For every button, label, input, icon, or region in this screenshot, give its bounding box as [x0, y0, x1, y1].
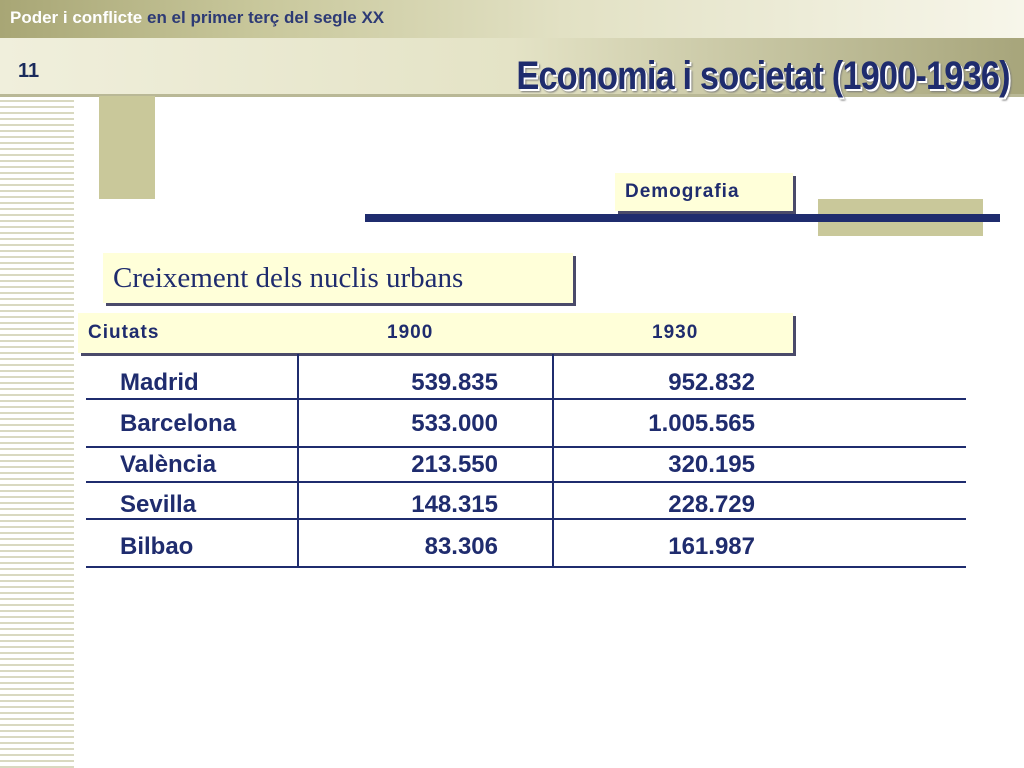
slide-title: Economia i societat (1900-1936) [516, 54, 1010, 98]
banner-title [10, 8, 384, 28]
section-title: Creixement dels nuclis urbans [103, 253, 573, 303]
row-divider [86, 398, 966, 400]
table-header [78, 313, 793, 353]
banner-title-prefix: Poder i conflicte [10, 8, 143, 27]
population-1930: 320.195 [668, 451, 755, 478]
population-1930: 1.005.565 [648, 410, 755, 437]
city-name: Bilbao [120, 533, 194, 560]
left-stripe-panel [0, 96, 74, 768]
city-name: Barcelona [120, 410, 237, 437]
row-divider [86, 446, 966, 448]
row-divider [86, 518, 966, 520]
slide-number: 11 [18, 60, 40, 82]
section-tag: Demografia [615, 173, 793, 211]
population-1930: 161.987 [668, 533, 755, 560]
decorative-olive-bar [99, 96, 155, 199]
population-1900: 213.550 [411, 451, 498, 478]
column-header-1930: 1930 [652, 322, 699, 343]
column-header-city: Ciutats [88, 322, 160, 343]
column-header-1900: 1900 [387, 322, 434, 343]
population-1900: 539.835 [411, 369, 498, 396]
top-banner [0, 0, 1024, 38]
column-divider [552, 354, 554, 568]
population-1900: 533.000 [411, 410, 498, 437]
city-name: València [120, 451, 217, 478]
population-1900: 83.306 [424, 533, 498, 560]
row-divider [86, 566, 966, 568]
banner-title-suffix: en el primer terç del segle XX [146, 8, 385, 27]
population-1900: 148.315 [411, 491, 498, 518]
population-1930: 952.832 [668, 369, 755, 396]
row-divider [86, 481, 966, 483]
city-name: Madrid [120, 369, 199, 396]
population-1930: 228.729 [668, 491, 755, 518]
decorative-blue-line [365, 214, 1000, 222]
city-name: Sevilla [120, 491, 197, 518]
column-divider [297, 354, 299, 568]
